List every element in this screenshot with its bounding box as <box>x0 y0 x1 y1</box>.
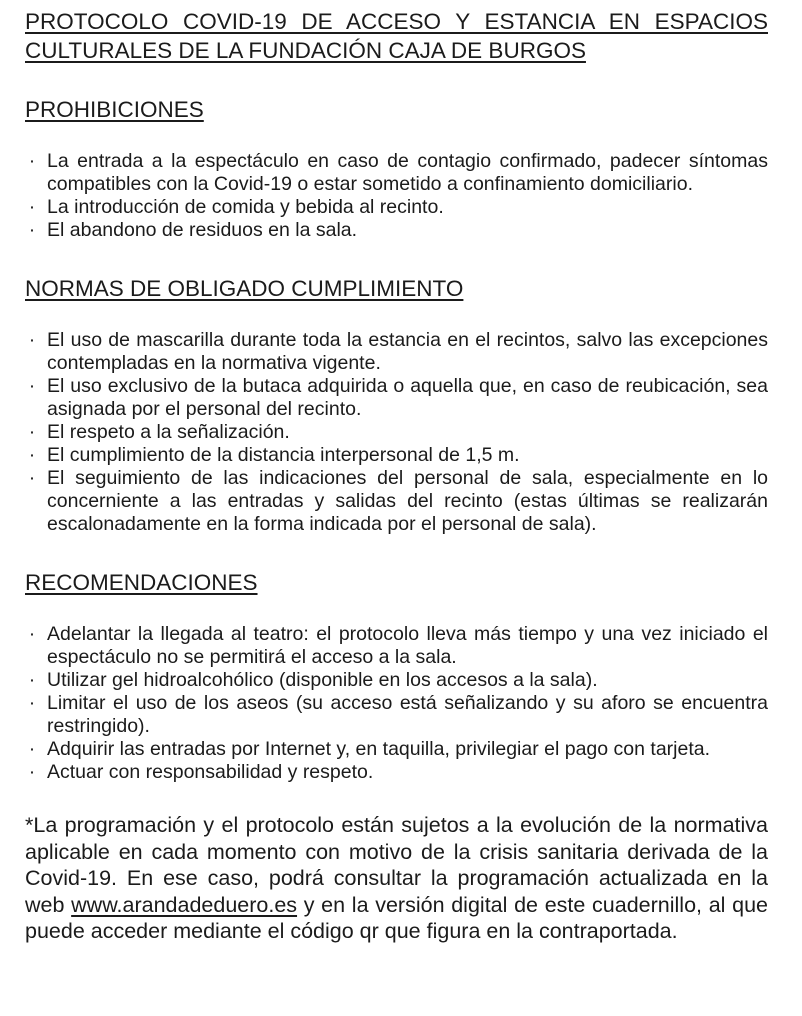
website-link[interactable]: www.arandadeduero.es <box>71 892 298 917</box>
bullet-icon: · <box>28 444 36 466</box>
title-line-1: PROTOCOLO COVID-19 DE ACCESO Y ESTANCIA EN ESPACIOS <box>25 9 768 34</box>
footnote-text-before: *La programación y el protocolo están sujetos a la evolución de la normativa aplicable en cada momento con motivo de la crisis sanitaria derivada de la Covid-19. En ese caso, podrá consultar la programación actualizada en la web <box>25 813 768 917</box>
list-item-text: El respeto a la señalización. <box>47 421 290 443</box>
bullet-icon: · <box>28 421 36 443</box>
list-item <box>25 150 768 196</box>
prohibiciones-list <box>25 150 768 242</box>
list-item <box>25 692 768 738</box>
list-item-text: El cumplimiento de la distancia interpersonal de 1,5 m. <box>47 444 520 466</box>
list-item-text: El uso exclusivo de la butaca adquirida o aquella que, en caso de reubicación, sea asignada por el personal del recinto. <box>47 375 768 420</box>
bullet-icon: · <box>28 738 36 760</box>
bullet-icon: · <box>28 761 36 783</box>
list-item-text: La entrada a la espectáculo en caso de contagio confirmado, padecer síntomas compatibles con la Covid-19 o estar sometido a confinamiento domiciliario. <box>47 150 768 195</box>
list-item-text: El uso de mascarilla durante toda la estancia en el recintos, salvo las excepciones contempladas en la normativa vigente. <box>47 329 768 374</box>
list-item <box>25 623 768 669</box>
list-item-text: Utilizar gel hidroalcohólico (disponible en los accesos a la sala). <box>47 669 598 691</box>
section-heading-normas: NORMAS DE OBLIGADO CUMPLIMIENTO <box>25 276 464 301</box>
bullet-icon: · <box>28 692 36 714</box>
bullet-icon: · <box>28 467 36 489</box>
list-item-text: Adquirir las entradas por Internet y, en taquilla, privilegiar el pago con tarjeta. <box>47 738 711 760</box>
list-item <box>25 738 768 761</box>
title-line-2: CULTURALES DE LA FUNDACIÓN CAJA DE BURGOS <box>25 38 586 63</box>
normas-list <box>25 329 768 536</box>
bullet-icon: · <box>28 669 36 691</box>
list-item-text: El seguimiento de las indicaciones del personal de sala, especialmente en lo concerniente a las entradas y salidas del recinto (estas últimas se realizarán escalonadamente en la forma indicada por el personal de sala). <box>47 467 768 535</box>
bullet-icon: · <box>28 196 36 218</box>
footnote-text-after: y en la versión digital de este cuadernillo, al que puede acceder mediante el código qr que figura en la contraportada. <box>25 892 768 943</box>
list-item <box>25 196 768 219</box>
list-item-text: Actuar con responsabilidad y respeto. <box>47 761 374 783</box>
list-item-text: La introducción de comida y bebida al recinto. <box>47 196 444 218</box>
list-item-text: Limitar el uso de los aseos (su acceso está señalizando y su aforo se encuentra restringido). <box>47 692 768 737</box>
bullet-icon: · <box>28 150 36 172</box>
list-item <box>25 669 768 692</box>
list-item <box>25 329 768 375</box>
footnote <box>25 812 768 945</box>
list-item <box>25 467 768 536</box>
list-item <box>25 421 768 444</box>
list-item <box>25 761 768 784</box>
document-title <box>25 7 768 65</box>
list-item-text: Adelantar la llegada al teatro: el protocolo lleva más tiempo y una vez iniciado el espectáculo no se permitirá el acceso a la sala. <box>47 623 768 668</box>
bullet-icon: · <box>28 623 36 645</box>
section-heading-prohibiciones: PROHIBICIONES <box>25 97 204 122</box>
list-item <box>25 444 768 467</box>
list-item-text: El abandono de residuos en la sala. <box>47 219 358 241</box>
list-item <box>25 375 768 421</box>
list-item <box>25 219 768 242</box>
recomendaciones-list <box>25 623 768 784</box>
bullet-icon: · <box>28 219 36 241</box>
bullet-icon: · <box>28 375 36 397</box>
section-heading-recomendaciones: RECOMENDACIONES <box>25 570 258 595</box>
bullet-icon: · <box>28 329 36 351</box>
